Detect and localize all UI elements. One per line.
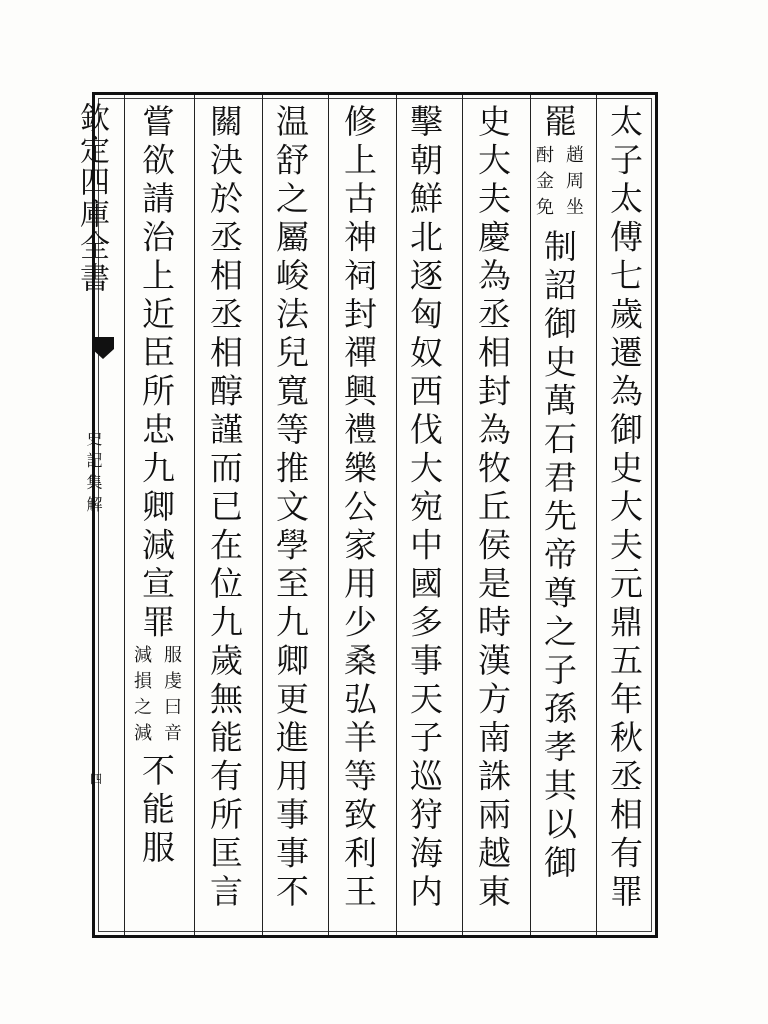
column-rule — [124, 95, 125, 935]
text-column — [270, 104, 310, 913]
column-text: 修上古神祠封禪興禮樂公家用少桑弘羊等致利王 — [339, 104, 378, 913]
book-title: 欽定四庫全書 — [74, 102, 109, 294]
column-rule — [596, 95, 597, 935]
column-text: 太子太傅七歲遷為御史大夫元鼎五年秋丞相有罪 — [605, 104, 644, 913]
text-column — [604, 104, 644, 913]
text-column — [131, 104, 182, 869]
column-rule — [194, 95, 195, 935]
text-column — [533, 104, 584, 883]
column-rule — [396, 95, 397, 935]
column-tail: 不能服 — [137, 753, 176, 869]
text-column — [472, 104, 512, 913]
column-rule — [462, 95, 463, 935]
text-column — [404, 104, 444, 913]
column-text: 制詔御史萬石君先帝尊之子孫孝其以御 — [539, 228, 578, 883]
column-rule — [328, 95, 329, 935]
text-column — [204, 104, 244, 913]
column-text: 關決於丞相丞相醇謹而已在位九歲無能有所匡言 — [205, 104, 244, 913]
column-rule — [262, 95, 263, 935]
column-head: 罷 — [539, 104, 578, 143]
annotation — [530, 145, 586, 223]
column-text: 擊朝鮮北逐匈奴西伐大宛中國多事天子巡狩海内 — [405, 104, 444, 913]
annotation-line: 酎金免 — [533, 144, 554, 223]
annotation-line: 減損之減 — [131, 645, 152, 749]
column-text: 温舒之屬峻法兒寬等推文學至九卿更進用事事不 — [271, 104, 310, 913]
annotation-line: 趙周坐 — [563, 144, 584, 223]
column-text: 史大夫慶為丞相封為牧丘侯是時漢方南誅兩越東 — [473, 104, 512, 913]
section-title: 史記集解 — [84, 430, 103, 518]
fish-tail-mark-icon — [90, 335, 116, 361]
annotation — [128, 645, 184, 749]
column-text: 嘗欲請治上近臣所忠九卿減宣罪 — [137, 104, 176, 643]
annotation-line: 服虔曰音 — [161, 645, 182, 749]
page-number: 四 — [90, 772, 103, 786]
text-column — [338, 104, 378, 913]
